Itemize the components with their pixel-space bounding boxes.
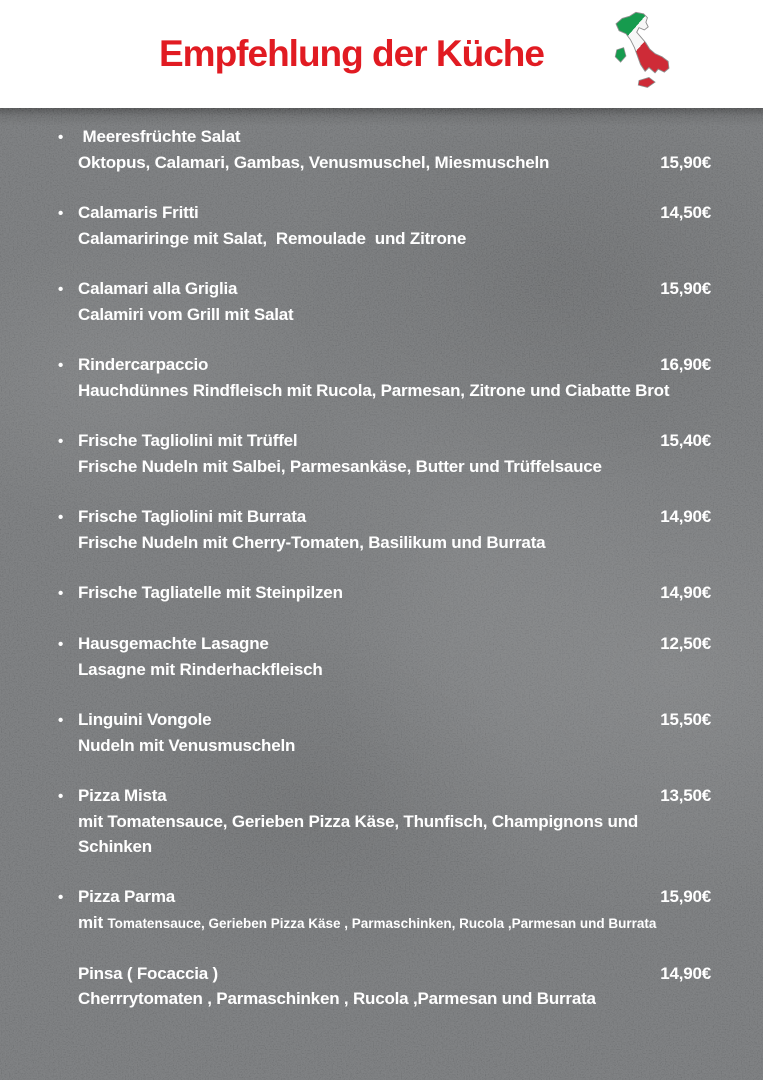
description-text: Frische Nudeln mit Salbei, Parmesankäse, Butter und Trüffelsauce bbox=[78, 457, 602, 476]
item-description bbox=[78, 378, 703, 403]
item-description bbox=[78, 834, 703, 859]
item-title-line bbox=[58, 783, 711, 809]
description-prefix: mit bbox=[78, 913, 108, 932]
item-title: Calamaris Fritti bbox=[78, 203, 199, 222]
menu-item bbox=[58, 276, 711, 327]
item-description bbox=[78, 530, 703, 555]
item-title: Pizza Parma bbox=[78, 887, 176, 906]
item-description bbox=[78, 910, 703, 936]
bullet-icon: • bbox=[58, 889, 64, 906]
description-text: Nudeln mit Venusmuscheln bbox=[78, 736, 296, 755]
item-price: 15,90€ bbox=[660, 153, 711, 172]
item-title-line bbox=[58, 504, 711, 530]
menu-item bbox=[58, 783, 711, 859]
description-text: Lasagne mit Rinderhackfleisch bbox=[78, 660, 323, 679]
item-title-line bbox=[58, 428, 711, 454]
item-title-line bbox=[58, 352, 711, 378]
item-description-line bbox=[58, 733, 711, 758]
item-price: 16,90€ bbox=[660, 355, 711, 374]
item-price: 15,40€ bbox=[660, 431, 711, 450]
description-text: Calamiri vom Grill mit Salat bbox=[78, 305, 294, 324]
menu-item bbox=[58, 200, 711, 251]
item-description bbox=[78, 226, 703, 251]
item-description bbox=[78, 302, 703, 327]
italy-map-icon bbox=[593, 10, 685, 102]
item-title: Linguini Vongole bbox=[78, 710, 212, 729]
item-description-line bbox=[58, 226, 711, 251]
item-title: Calamari alla Griglia bbox=[78, 279, 238, 298]
item-description bbox=[78, 454, 703, 479]
bullet-icon: • bbox=[58, 433, 64, 450]
menu-item bbox=[58, 631, 711, 682]
menu-item bbox=[58, 580, 711, 606]
item-description-line bbox=[58, 454, 711, 479]
item-title: Rindercarpaccio bbox=[78, 355, 209, 374]
description-text: Calamariringe mit Salat, Remoulade und Zitrone bbox=[78, 229, 467, 248]
bullet-icon: • bbox=[58, 585, 64, 602]
item-title-line bbox=[58, 124, 711, 150]
item-description-line bbox=[58, 834, 711, 859]
item-description-line bbox=[58, 657, 711, 682]
item-price: 14,90€ bbox=[660, 507, 711, 526]
page-header bbox=[0, 0, 763, 108]
item-price: 14,90€ bbox=[660, 583, 711, 602]
bullet-icon: • bbox=[58, 509, 64, 526]
menu-list bbox=[0, 108, 763, 1011]
item-title-line bbox=[58, 276, 711, 302]
item-description bbox=[78, 809, 703, 834]
item-price: 14,90€ bbox=[660, 964, 711, 983]
bullet-icon: • bbox=[58, 281, 64, 298]
item-title: Frische Tagliatelle mit Steinpilzen bbox=[78, 583, 343, 602]
description-text: Cherrrytomaten , Parmaschinken , Rucola ,Parmesan und Burrata bbox=[78, 989, 596, 1008]
description-text: Schinken bbox=[78, 837, 152, 856]
item-description bbox=[78, 986, 703, 1011]
item-description-line bbox=[58, 809, 711, 834]
menu-item bbox=[58, 961, 711, 1011]
item-title: Pizza Mista bbox=[78, 786, 167, 805]
description-text: Oktopus, Calamari, Gambas, Venusmuschel, Miesmuscheln bbox=[78, 153, 550, 172]
bullet-icon: • bbox=[58, 205, 64, 222]
bullet-icon: • bbox=[58, 129, 64, 146]
description-text: Frische Nudeln mit Cherry-Tomaten, Basilikum und Burrata bbox=[78, 533, 546, 552]
item-price: 15,90€ bbox=[660, 279, 711, 298]
description-text: Hauchdünnes Rindfleisch mit Rucola, Parmesan, Zitrone und Ciabatte Brot bbox=[78, 381, 670, 400]
item-price: 13,50€ bbox=[660, 786, 711, 805]
item-description-line bbox=[58, 302, 711, 327]
item-description-line bbox=[58, 150, 711, 175]
item-title: Frische Tagliolini mit Trüffel bbox=[78, 431, 298, 450]
item-title-line bbox=[58, 707, 711, 733]
item-price: 14,50€ bbox=[660, 203, 711, 222]
menu-item bbox=[58, 707, 711, 758]
item-title-line bbox=[58, 631, 711, 657]
item-description-line bbox=[58, 530, 711, 555]
item-title-line bbox=[58, 580, 711, 606]
bullet-icon: • bbox=[58, 788, 64, 805]
bullet-icon: • bbox=[58, 357, 64, 374]
item-title: Meeresfrüchte Salat bbox=[78, 127, 241, 146]
bullet-icon: • bbox=[58, 636, 64, 653]
item-title-line bbox=[58, 200, 711, 226]
item-description-line bbox=[58, 378, 711, 403]
bullet-icon: • bbox=[58, 712, 64, 729]
item-title: Frische Tagliolini mit Burrata bbox=[78, 507, 306, 526]
item-description bbox=[78, 657, 703, 682]
item-description bbox=[78, 150, 652, 175]
item-title-line bbox=[58, 961, 711, 986]
page-title: Empfehlung der Küche bbox=[159, 33, 544, 74]
item-price: 12,50€ bbox=[660, 634, 711, 653]
menu-item bbox=[58, 884, 711, 936]
item-description bbox=[78, 733, 703, 758]
menu-item bbox=[58, 428, 711, 479]
item-description-line bbox=[58, 986, 711, 1011]
item-description-line bbox=[58, 910, 711, 936]
description-text: Tomatensauce, Gerieben Pizza Käse , Parmaschinken, Rucola ,Parmesan und Burrata bbox=[107, 916, 657, 931]
item-title-line bbox=[58, 884, 711, 910]
item-title: Pinsa ( Focaccia ) bbox=[78, 964, 219, 983]
menu-section bbox=[0, 108, 763, 1080]
item-price: 15,90€ bbox=[660, 887, 711, 906]
menu-item bbox=[58, 504, 711, 555]
description-text: mit Tomatensauce, Gerieben Pizza Käse, Thunfisch, Champignons und bbox=[78, 812, 639, 831]
item-title: Hausgemachte Lasagne bbox=[78, 634, 269, 653]
menu-item bbox=[58, 124, 711, 175]
item-price: 15,50€ bbox=[660, 710, 711, 729]
menu-item bbox=[58, 352, 711, 403]
